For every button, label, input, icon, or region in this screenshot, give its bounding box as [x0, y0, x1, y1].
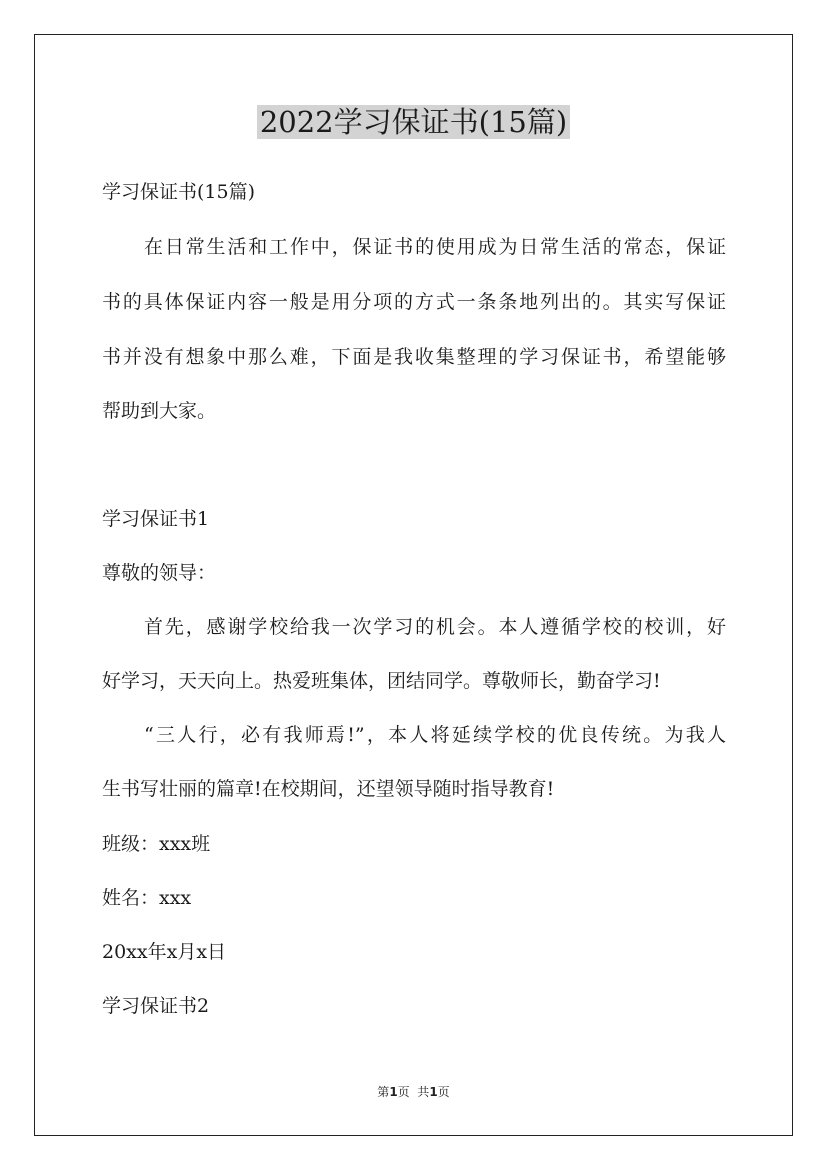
footer-page-suffix: 页 — [437, 1085, 450, 1099]
page-footer — [0, 1082, 827, 1102]
footer-page-current: 1 — [389, 1085, 398, 1099]
footer-page-prefix: 第 — [377, 1085, 390, 1099]
document-title — [0, 100, 827, 144]
document-subtitle: 学习保证书(15篇) — [102, 181, 256, 203]
date-line: 20xx年x月x日 — [102, 941, 227, 963]
footer-page-total: 1 — [429, 1085, 438, 1099]
section1-para2-line-2: 生书写壮丽的篇章!在校期间，还望领导随时指导教育! — [102, 778, 555, 800]
intro-line-1: 在日常生活和工作中，保证书的使用成为日常生活的常态，保证 — [144, 236, 726, 258]
section1-para2-line-1: “三人行，必有我师焉!”，本人将延续学校的优良传统。为我人 — [144, 724, 726, 746]
class-line: 班级：xxx班 — [102, 833, 211, 855]
section1-para1-line-2: 好学习，天天向上。热爱班集体，团结同学。尊敬师长，勤奋学习! — [102, 670, 661, 692]
section2-heading: 学习保证书2 — [102, 995, 210, 1017]
intro-line-2: 书的具体保证内容一般是用分项的方式一条条地列出的。其实写保证 — [102, 291, 726, 313]
section1-para1-line-1: 首先，感谢学校给我一次学习的机会。本人遵循学校的校训，好 — [144, 616, 726, 638]
intro-line-3: 书并没有想象中那么难，下面是我收集整理的学习保证书，希望能够 — [102, 346, 726, 368]
intro-line-4: 帮助到大家。 — [102, 400, 217, 422]
footer-page-mid: 页 共 — [397, 1085, 430, 1099]
name-line: 姓名：xxx — [102, 887, 192, 909]
salutation: 尊敬的领导： — [102, 562, 217, 584]
section1-heading: 学习保证书1 — [102, 508, 210, 530]
document-title-text: 2022学习保证书(15篇) — [257, 105, 570, 139]
